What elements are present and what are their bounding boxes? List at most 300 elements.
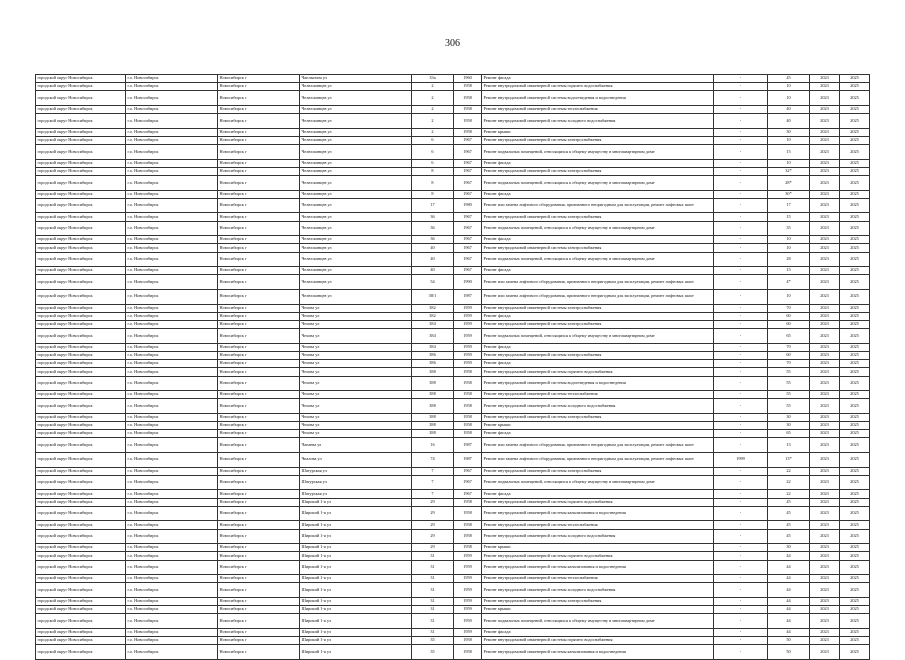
cost-cell: 28* — [768, 176, 810, 191]
start-year-cell: 2023 — [810, 637, 840, 645]
house-number-cell: 388 — [412, 391, 454, 399]
build-year-cell: 1958 — [454, 430, 482, 438]
settlement-cell: г.о. Новосибирск — [126, 128, 218, 136]
municipality-cell: городской округ Новосибирск — [36, 583, 126, 598]
build-year-cell: 1967 — [454, 190, 482, 198]
last-repair-year-cell: - — [714, 320, 768, 328]
work-type-cell: Ремонт внутридомовой инженерной системы горячего водоснабжения — [482, 637, 714, 645]
city-cell: Новосибирск г — [218, 244, 300, 252]
start-year-cell: 2023 — [810, 645, 840, 660]
house-number-cell: 2 — [412, 114, 454, 129]
settlement-cell: г.о. Новосибирск — [126, 312, 218, 320]
table-row — [36, 399, 870, 414]
last-repair-year-cell: - — [714, 544, 768, 552]
build-year-cell: 1959 — [454, 583, 482, 598]
build-year-cell: 1958 — [454, 368, 482, 376]
last-repair-year-cell: - — [714, 645, 768, 660]
work-type-cell: Ремонт внутридомовой инженерной системы горячего водоснабжения — [482, 368, 714, 376]
table-row — [36, 83, 870, 91]
end-year-cell: 2025 — [840, 190, 870, 198]
street-cell: Широкий 1-я ул — [300, 637, 412, 645]
start-year-cell: 2023 — [810, 213, 840, 221]
table-row — [36, 628, 870, 636]
start-year-cell: 2023 — [810, 304, 840, 312]
cost-cell: 55 — [768, 368, 810, 376]
last-repair-year-cell: - — [714, 391, 768, 399]
street-cell: Широкий 1-я ул — [300, 583, 412, 598]
settlement-cell: г.о. Новосибирск — [126, 221, 218, 236]
last-repair-year-cell: - — [714, 628, 768, 636]
municipality-cell: городской округ Новосибирск — [36, 575, 126, 583]
last-repair-year-cell: - — [714, 91, 768, 106]
settlement-cell: г.о. Новосибирск — [126, 413, 218, 421]
municipality-cell: городской округ Новосибирск — [36, 304, 126, 312]
street-cell: Чехова ул — [300, 430, 412, 438]
table-row — [36, 422, 870, 430]
last-repair-year-cell: - — [714, 343, 768, 351]
work-type-cell: Ремонт подвальных помещений, относящихся к общему имуществу в многоквартирном доме — [482, 145, 714, 160]
street-cell: Широкий 1-я ул — [300, 560, 412, 575]
last-repair-year-cell: - — [714, 575, 768, 583]
cost-cell: 50 — [768, 637, 810, 645]
build-year-cell: 1960 — [454, 75, 482, 83]
city-cell: Новосибирск г — [218, 376, 300, 391]
municipality-cell: городской округ Новосибирск — [36, 275, 126, 290]
cost-cell: 55 — [768, 399, 810, 414]
table-body — [36, 75, 870, 660]
work-type-cell: Ремонт внутридомовой инженерной системы электроснабжения — [482, 136, 714, 144]
cost-cell: 22 — [768, 490, 810, 498]
end-year-cell: 2025 — [840, 544, 870, 552]
cost-cell: 45 — [768, 506, 810, 521]
city-cell: Новосибирск г — [218, 304, 300, 312]
end-year-cell: 2025 — [840, 560, 870, 575]
build-year-cell: 1967 — [454, 136, 482, 144]
city-cell: Новосибирск г — [218, 75, 300, 83]
build-year-cell: 1987 — [454, 438, 482, 453]
last-repair-year-cell: - — [714, 114, 768, 129]
city-cell: Новосибирск г — [218, 637, 300, 645]
settlement-cell: г.о. Новосибирск — [126, 575, 218, 583]
cost-cell: 45 — [768, 521, 810, 529]
street-cell: Челюскинцев ул — [300, 83, 412, 91]
start-year-cell: 2023 — [810, 159, 840, 167]
table-row — [36, 430, 870, 438]
house-number-cell: 40 — [412, 267, 454, 275]
table-row — [36, 105, 870, 113]
end-year-cell: 2025 — [840, 637, 870, 645]
house-number-cell: 2 — [412, 128, 454, 136]
work-type-cell: Ремонт подвальных помещений, относящихся к общему имуществу в многоквартирном доме — [482, 252, 714, 267]
build-year-cell: 1958 — [454, 529, 482, 544]
settlement-cell: г.о. Новосибирск — [126, 343, 218, 351]
cost-cell: 10 — [768, 236, 810, 244]
work-type-cell: Ремонт фасада — [482, 312, 714, 320]
settlement-cell: г.о. Новосибирск — [126, 430, 218, 438]
last-repair-year-cell: - — [714, 490, 768, 498]
street-cell: Челюскинцев ул — [300, 275, 412, 290]
end-year-cell: 2025 — [840, 552, 870, 560]
last-repair-year-cell: - — [714, 438, 768, 453]
city-cell: Новосибирск г — [218, 159, 300, 167]
start-year-cell: 2023 — [810, 628, 840, 636]
last-repair-year-cell: - — [714, 351, 768, 359]
house-number-cell: 38/1 — [412, 290, 454, 305]
house-number-cell: 35 — [412, 637, 454, 645]
build-year-cell: 1967 — [454, 167, 482, 175]
end-year-cell: 2025 — [840, 320, 870, 328]
build-year-cell: 1987 — [454, 453, 482, 468]
work-type-cell: Ремонт фасада — [482, 628, 714, 636]
end-year-cell: 2025 — [840, 244, 870, 252]
work-type-cell: Ремонт фасада — [482, 360, 714, 368]
table-row — [36, 413, 870, 421]
settlement-cell: г.о. Новосибирск — [126, 329, 218, 344]
last-repair-year-cell: - — [714, 167, 768, 175]
settlement-cell: г.о. Новосибирск — [126, 453, 218, 468]
table-row — [36, 552, 870, 560]
last-repair-year-cell: - — [714, 275, 768, 290]
municipality-cell: городской округ Новосибирск — [36, 343, 126, 351]
build-year-cell: 1967 — [454, 221, 482, 236]
last-repair-year-cell: - — [714, 597, 768, 605]
settlement-cell: г.о. Новосибирск — [126, 75, 218, 83]
build-year-cell: 1967 — [454, 145, 482, 160]
street-cell: Широкий 1-я ул — [300, 614, 412, 629]
end-year-cell: 2025 — [840, 360, 870, 368]
build-year-cell: 1967 — [454, 159, 482, 167]
table-row — [36, 490, 870, 498]
start-year-cell: 2023 — [810, 506, 840, 521]
city-cell: Новосибирск г — [218, 312, 300, 320]
municipality-cell: городской округ Новосибирск — [36, 114, 126, 129]
street-cell: Чехова ул — [300, 343, 412, 351]
house-number-cell: 382 — [412, 312, 454, 320]
house-number-cell: 54 — [412, 275, 454, 290]
last-repair-year-cell: - — [714, 213, 768, 221]
cost-cell: 44 — [768, 597, 810, 605]
cost-cell: 28 — [768, 252, 810, 267]
work-type-cell: Ремонт внутридомовой инженерной системы электроснабжения — [482, 413, 714, 421]
street-cell: Челюскинцев ул — [300, 290, 412, 305]
end-year-cell: 2025 — [840, 105, 870, 113]
street-cell: Широкий 1-я ул — [300, 521, 412, 529]
municipality-cell: городской округ Новосибирск — [36, 320, 126, 328]
house-number-cell: 2 — [412, 105, 454, 113]
city-cell: Новосибирск г — [218, 213, 300, 221]
cost-cell: 17 — [768, 198, 810, 213]
last-repair-year-cell: - — [714, 83, 768, 91]
cost-cell: 60 — [768, 320, 810, 328]
work-type-cell: Ремонт внутридомовой инженерной системы теплоснабжения — [482, 391, 714, 399]
build-year-cell: 1958 — [454, 376, 482, 391]
build-year-cell: 1959 — [454, 628, 482, 636]
settlement-cell: г.о. Новосибирск — [126, 521, 218, 529]
work-type-cell: Ремонт внутридомовой инженерной системы электроснабжения — [482, 467, 714, 475]
work-type-cell: Ремонт фасада — [482, 75, 714, 83]
start-year-cell: 2023 — [810, 453, 840, 468]
build-year-cell: 1959 — [454, 304, 482, 312]
cost-cell: 10 — [768, 136, 810, 144]
start-year-cell: 2023 — [810, 275, 840, 290]
street-cell: Челюскинцев ул — [300, 252, 412, 267]
settlement-cell: г.о. Новосибирск — [126, 645, 218, 660]
house-number-cell: 384 — [412, 329, 454, 344]
cost-cell: 45 — [768, 75, 810, 83]
end-year-cell: 2025 — [840, 376, 870, 391]
last-repair-year-cell: - — [714, 430, 768, 438]
city-cell: Новосибирск г — [218, 422, 300, 430]
build-year-cell: 1959 — [454, 343, 482, 351]
last-repair-year-cell: 1999 — [714, 453, 768, 468]
municipality-cell: городской округ Новосибирск — [36, 413, 126, 421]
cost-cell: 22 — [768, 467, 810, 475]
end-year-cell: 2025 — [840, 430, 870, 438]
cost-cell: 40 — [768, 105, 810, 113]
last-repair-year-cell: - — [714, 75, 768, 83]
start-year-cell: 2023 — [810, 606, 840, 614]
cost-cell: 10 — [768, 290, 810, 305]
end-year-cell: 2025 — [840, 467, 870, 475]
work-type-cell: Ремонт внутридомовой инженерной системы теплоснабжения — [482, 105, 714, 113]
last-repair-year-cell: - — [714, 376, 768, 391]
municipality-cell: городской округ Новосибирск — [36, 506, 126, 521]
table-row — [36, 236, 870, 244]
build-year-cell: 1959 — [454, 552, 482, 560]
table-row — [36, 275, 870, 290]
last-repair-year-cell: - — [714, 312, 768, 320]
municipality-cell: городской округ Новосибирск — [36, 430, 126, 438]
work-type-cell: Ремонт крыши — [482, 544, 714, 552]
municipality-cell: городской округ Новосибирск — [36, 136, 126, 144]
settlement-cell: г.о. Новосибирск — [126, 637, 218, 645]
build-year-cell: 1958 — [454, 645, 482, 660]
start-year-cell: 2023 — [810, 198, 840, 213]
street-cell: Челюскинцев ул — [300, 198, 412, 213]
start-year-cell: 2023 — [810, 490, 840, 498]
settlement-cell: г.о. Новосибирск — [126, 198, 218, 213]
work-type-cell: Ремонт внутридомовой инженерной системы электроснабжения — [482, 244, 714, 252]
cost-cell: 45 — [768, 529, 810, 544]
build-year-cell: 1958 — [454, 91, 482, 106]
start-year-cell: 2023 — [810, 267, 840, 275]
street-cell: Чехова ул — [300, 360, 412, 368]
build-year-cell: 1980 — [454, 198, 482, 213]
table-row — [36, 213, 870, 221]
last-repair-year-cell: - — [714, 267, 768, 275]
settlement-cell: г.о. Новосибирск — [126, 498, 218, 506]
street-cell: Челюскинцев ул — [300, 159, 412, 167]
work-type-cell: Ремонт внутридомовой инженерной системы холодного водоснабжения — [482, 583, 714, 598]
cost-cell: 40 — [768, 114, 810, 129]
house-number-cell: 74 — [412, 453, 454, 468]
city-cell: Новосибирск г — [218, 506, 300, 521]
house-number-cell: 36 — [412, 221, 454, 236]
last-repair-year-cell: - — [714, 583, 768, 598]
house-number-cell: 386 — [412, 351, 454, 359]
table-row — [36, 391, 870, 399]
city-cell: Новосибирск г — [218, 583, 300, 598]
last-repair-year-cell: - — [714, 368, 768, 376]
municipality-cell: городской округ Новосибирск — [36, 329, 126, 344]
street-cell: Шатурская ул — [300, 467, 412, 475]
cost-cell: 30 — [768, 128, 810, 136]
cost-cell: 50 — [768, 645, 810, 660]
city-cell: Новосибирск г — [218, 529, 300, 544]
table-row — [36, 320, 870, 328]
city-cell: Новосибирск г — [218, 290, 300, 305]
table-row — [36, 114, 870, 129]
work-type-cell: Ремонт внутридомовой инженерной системы холодного водоснабжения — [482, 114, 714, 129]
end-year-cell: 2025 — [840, 606, 870, 614]
settlement-cell: г.о. Новосибирск — [126, 490, 218, 498]
city-cell: Новосибирск г — [218, 399, 300, 414]
settlement-cell: г.о. Новосибирск — [126, 438, 218, 453]
street-cell: Чехова ул — [300, 413, 412, 421]
start-year-cell: 2023 — [810, 128, 840, 136]
build-year-cell: 1959 — [454, 320, 482, 328]
street-cell: Челюскинцев ул — [300, 221, 412, 236]
cost-cell: 44 — [768, 628, 810, 636]
end-year-cell: 2025 — [840, 506, 870, 521]
city-cell: Новосибирск г — [218, 128, 300, 136]
municipality-cell: городской округ Новосибирск — [36, 176, 126, 191]
table-row — [36, 614, 870, 629]
settlement-cell: г.о. Новосибирск — [126, 114, 218, 129]
house-number-cell: 29 — [412, 498, 454, 506]
settlement-cell: г.о. Новосибирск — [126, 475, 218, 490]
settlement-cell: г.о. Новосибирск — [126, 252, 218, 267]
municipality-cell: городской округ Новосибирск — [36, 597, 126, 605]
start-year-cell: 2023 — [810, 560, 840, 575]
city-cell: Новосибирск г — [218, 267, 300, 275]
settlement-cell: г.о. Новосибирск — [126, 422, 218, 430]
settlement-cell: г.о. Новосибирск — [126, 614, 218, 629]
table-row — [36, 252, 870, 267]
end-year-cell: 2025 — [840, 529, 870, 544]
end-year-cell: 2025 — [840, 136, 870, 144]
table-row — [36, 498, 870, 506]
work-type-cell: Ремонт или замена лифтового оборудования, признанного непригодным для эксплуатации, ремонт лифтовых шахт — [482, 290, 714, 305]
table-row — [36, 637, 870, 645]
work-type-cell: Ремонт внутридомовой инженерной системы канализования и водоотведения — [482, 560, 714, 575]
table-row — [36, 529, 870, 544]
house-number-cell: 31 — [412, 597, 454, 605]
city-cell: Новосибирск г — [218, 544, 300, 552]
end-year-cell: 2025 — [840, 422, 870, 430]
start-year-cell: 2023 — [810, 329, 840, 344]
end-year-cell: 2025 — [840, 145, 870, 160]
last-repair-year-cell: - — [714, 244, 768, 252]
end-year-cell: 2025 — [840, 498, 870, 506]
street-cell: Чехова ул — [300, 312, 412, 320]
last-repair-year-cell: - — [714, 399, 768, 414]
settlement-cell: г.о. Новосибирск — [126, 304, 218, 312]
work-type-cell: Ремонт внутридомовой инженерной системы электроснабжения — [482, 597, 714, 605]
end-year-cell: 2025 — [840, 583, 870, 598]
cost-cell: 22 — [768, 475, 810, 490]
end-year-cell: 2025 — [840, 521, 870, 529]
city-cell: Новосибирск г — [218, 343, 300, 351]
city-cell: Новосибирск г — [218, 136, 300, 144]
cost-cell: 10 — [768, 91, 810, 106]
last-repair-year-cell: - — [714, 236, 768, 244]
build-year-cell: 1958 — [454, 422, 482, 430]
repair-schedule-table — [35, 74, 870, 660]
work-type-cell: Ремонт внутридомовой инженерной системы холодного водоснабжения — [482, 529, 714, 544]
last-repair-year-cell: - — [714, 329, 768, 344]
settlement-cell: г.о. Новосибирск — [126, 583, 218, 598]
settlement-cell: г.о. Новосибирск — [126, 560, 218, 575]
last-repair-year-cell: - — [714, 176, 768, 191]
municipality-cell: городской округ Новосибирск — [36, 498, 126, 506]
city-cell: Новосибирск г — [218, 552, 300, 560]
start-year-cell: 2023 — [810, 75, 840, 83]
settlement-cell: г.о. Новосибирск — [126, 91, 218, 106]
build-year-cell: 1987 — [454, 290, 482, 305]
street-cell: Челюскинцев ул — [300, 267, 412, 275]
street-cell: Челюскинцев ул — [300, 190, 412, 198]
house-number-cell: 29 — [412, 521, 454, 529]
table-row — [36, 190, 870, 198]
cost-cell: 44 — [768, 575, 810, 583]
start-year-cell: 2023 — [810, 91, 840, 106]
work-type-cell: Ремонт крыши — [482, 128, 714, 136]
work-type-cell: Ремонт фасада — [482, 267, 714, 275]
municipality-cell: городской округ Новосибирск — [36, 490, 126, 498]
house-number-cell: 31 — [412, 560, 454, 575]
city-cell: Новосибирск г — [218, 114, 300, 129]
end-year-cell: 2025 — [840, 83, 870, 91]
settlement-cell: г.о. Новосибирск — [126, 83, 218, 91]
house-number-cell: 7 — [412, 490, 454, 498]
last-repair-year-cell: - — [714, 467, 768, 475]
table-row — [36, 575, 870, 583]
table-row — [36, 467, 870, 475]
street-cell: Челюскинцев ул — [300, 244, 412, 252]
settlement-cell: г.о. Новосибирск — [126, 213, 218, 221]
build-year-cell: 1958 — [454, 114, 482, 129]
table-row — [36, 198, 870, 213]
cost-cell: 70 — [768, 360, 810, 368]
street-cell: Чехова ул — [300, 422, 412, 430]
end-year-cell: 2025 — [840, 438, 870, 453]
house-number-cell: 6 — [412, 145, 454, 160]
city-cell: Новосибирск г — [218, 521, 300, 529]
settlement-cell: г.о. Новосибирск — [126, 597, 218, 605]
settlement-cell: г.о. Новосибирск — [126, 190, 218, 198]
city-cell: Новосибирск г — [218, 167, 300, 175]
table-row — [36, 159, 870, 167]
work-type-cell: Ремонт подвальных помещений, относящихся к общему имуществу в многоквартирном доме — [482, 475, 714, 490]
municipality-cell: городской округ Новосибирск — [36, 628, 126, 636]
municipality-cell: городской округ Новосибирск — [36, 244, 126, 252]
end-year-cell: 2025 — [840, 351, 870, 359]
settlement-cell: г.о. Новосибирск — [126, 267, 218, 275]
city-cell: Новосибирск г — [218, 105, 300, 113]
last-repair-year-cell: - — [714, 304, 768, 312]
city-cell: Новосибирск г — [218, 597, 300, 605]
house-number-cell: 388 — [412, 399, 454, 414]
build-year-cell: 1959 — [454, 560, 482, 575]
last-repair-year-cell: - — [714, 413, 768, 421]
end-year-cell: 2025 — [840, 275, 870, 290]
settlement-cell: г.о. Новосибирск — [126, 351, 218, 359]
municipality-cell: городской округ Новосибирск — [36, 606, 126, 614]
street-cell: Челюскинцев ул — [300, 128, 412, 136]
house-number-cell: 17 — [412, 198, 454, 213]
city-cell: Новосибирск г — [218, 430, 300, 438]
